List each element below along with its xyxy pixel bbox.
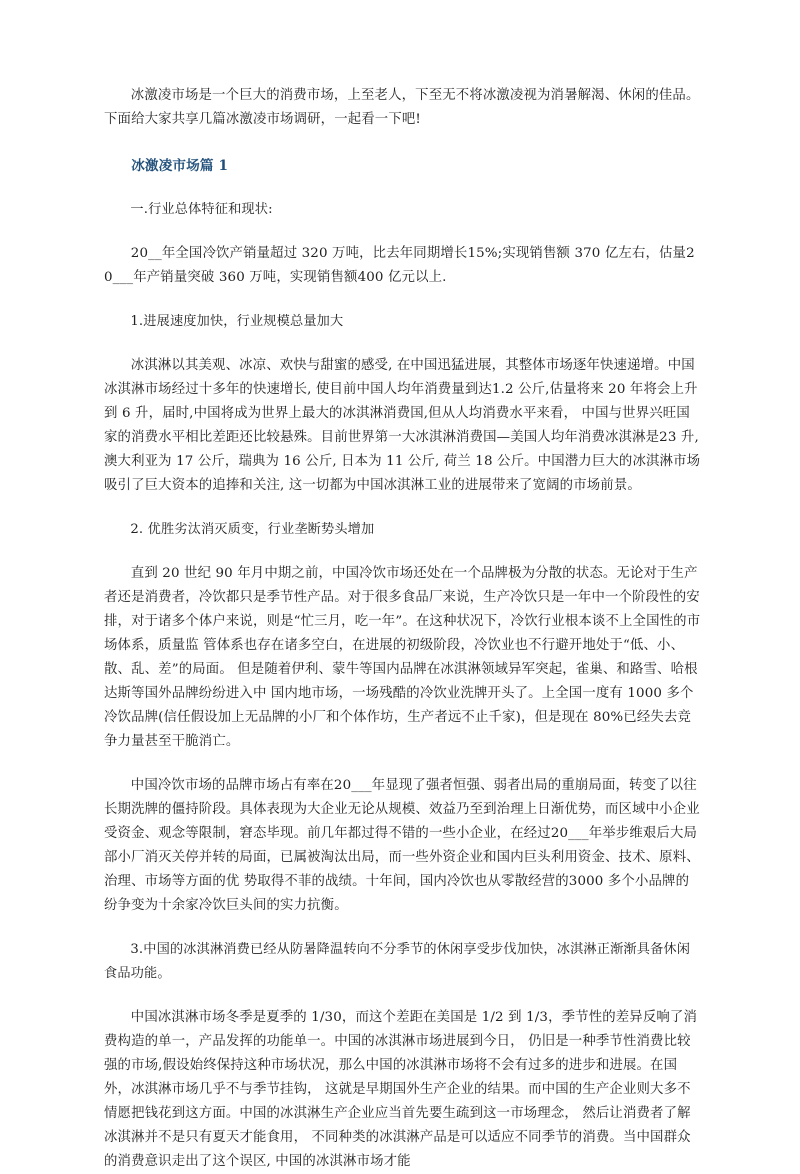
growth-paragraph: 冰淇淋以其美观、冰凉、欢快与甜蜜的感受, 在中国迅猛进展，其整体市场逐年快速递增。中国冰淇淋市场经过十多年的快速增长, 使目前中国人均年消费量到达1.2 公斤,估量将来 20 年将会上升到 6 升，届时,中国将成为世界上最大的冰淇淋消费国,但从人均消费水平来看， 中国与世界兴旺国家的消费水平相比差距还比较悬殊。目前世界第一大冰淇淋消费国—美国人均年消费冰淇淋是23 升, 澳大利亚为 17 公斤，瑞典为 16 公斤, 日本为 11 公斤, 荷兰 18 公斤。中国潜力巨大的冰淇淋市场吸引了巨大资本的追捧和关注, 这一切都为中国冰淇淋工业的进展带来了宽阔的市场前景。 <box>104 358 701 493</box>
season-paragraph: 中国冰淇淋市场冬季是夏季的 1/30，而这个差距在美国是 1/2 到 1/3，季节性的差异反响了消费构造的单一，产品发挥的功能单一。中国的冰淇淋市场进展到今日， 仍旧是一种季节性消费比较强的市场,假设始终保持这种市场状况，那么中国的冰淇淋市场将不会有过多的进步和进展。在国外，冰淇淋市场几乎不与季节挂钩， 这就是早期国外生产企业的结果。而中国的生产企业则大多不情愿把钱花到这方面。中国的冰淇淋生产企业应当首先要生疏到这一市场理念， 然后让消费者了解冰淇淋并不是只有夏天才能食用， 不同种类的冰淇淋产品是可以适应不同季节的消费。当中国群众的消费意识走出了这个误区, 中国的冰淇淋市场才能 <box>104 1010 698 1169</box>
section-title: 冰激凌市场篇 1 <box>131 158 229 174</box>
point-three-heading: 3.中国的冰淇淋消费已经从防暑降温转向不分季节的休闲享受步伐加快，冰淇淋正渐渐具备休闲食品功能。 <box>104 942 691 981</box>
sales-paragraph: 20__年全国冷饮产销量超过 320 万吨，比去年同期增长15%;实现销售额 370 亿左右，估量20___年产销量突破 360 万吨，实现销售额400 亿元以上. <box>104 246 695 285</box>
part-one-heading: 一.行业总体特征和现状: <box>130 202 273 217</box>
history-paragraph: 直到 20 世纪 90 年月中期之前，中国冷饮市场还处在一个品牌极为分散的状态。无论对于生产者还是消费者，冷饮都只是季节性产品。对于很多食品厂来说，生产冷饮只是一年中一个阶段性的安排，对于诸多个体户来说，则是“忙三月，吃一年”。在这种状况下，冷饮行业根本谈不上全国性的市场体系，质量监 管体系也存在诸多空白，在进展的初级阶段，冷饮业也不行避开地处于“低、小、散、乱、差”的局面。 但是随着伊利、蒙牛等国内品牌在冰淇淋领域异军突起，雀巢、和路雪、哈根达斯等国外品牌纷纷进入中 国内地市场，一场残酷的冷饮业洗牌开头了。上全国一度有 1000 多个冷饮品牌(信任假设加上无品牌的小厂和个体作坊，生产者远不止千家)，但是现在 80%已经失去竞争力量甚至干脆消亡。 <box>104 566 701 749</box>
brand-paragraph: 中国冷饮市场的品牌市场占有率在20___年显现了强者恒强、弱者出局的重崩局面，转变了以往长期洗牌的僵持阶段。具体表现为大企业无论从规模、效益乃至到治理上日渐优势，而区域中小企业受资金、观念等限制，窘态毕现。前几年都过得不错的一些小企业，在经过20___年举步维艰后大局部小厂消灭关停并转的局面，已属被淘汰出局，而一些外资企业和国内巨头利用资金、技术、原料、治理、市场等方面的优 势取得不菲的战绩。十年间，国内冷饮也从零散经营的3000 多个小品牌的纷争变为十余家冷饮巨头间的实力抗衡。 <box>104 778 700 913</box>
intro-paragraph: 冰激凌市场是一个巨大的消费市场，上至老人，下至无不将冰激凌视为消暑解渴、休闲的佳品。下面给大家共享几篇冰激凌市场调研，一起看一下吧! <box>104 88 700 127</box>
point-two-heading: 2. 优胜劣汰消灭质变，行业垄断势头增加 <box>130 522 375 537</box>
point-one-heading: 1.进展速度加快，行业规模总量加大 <box>130 314 344 329</box>
